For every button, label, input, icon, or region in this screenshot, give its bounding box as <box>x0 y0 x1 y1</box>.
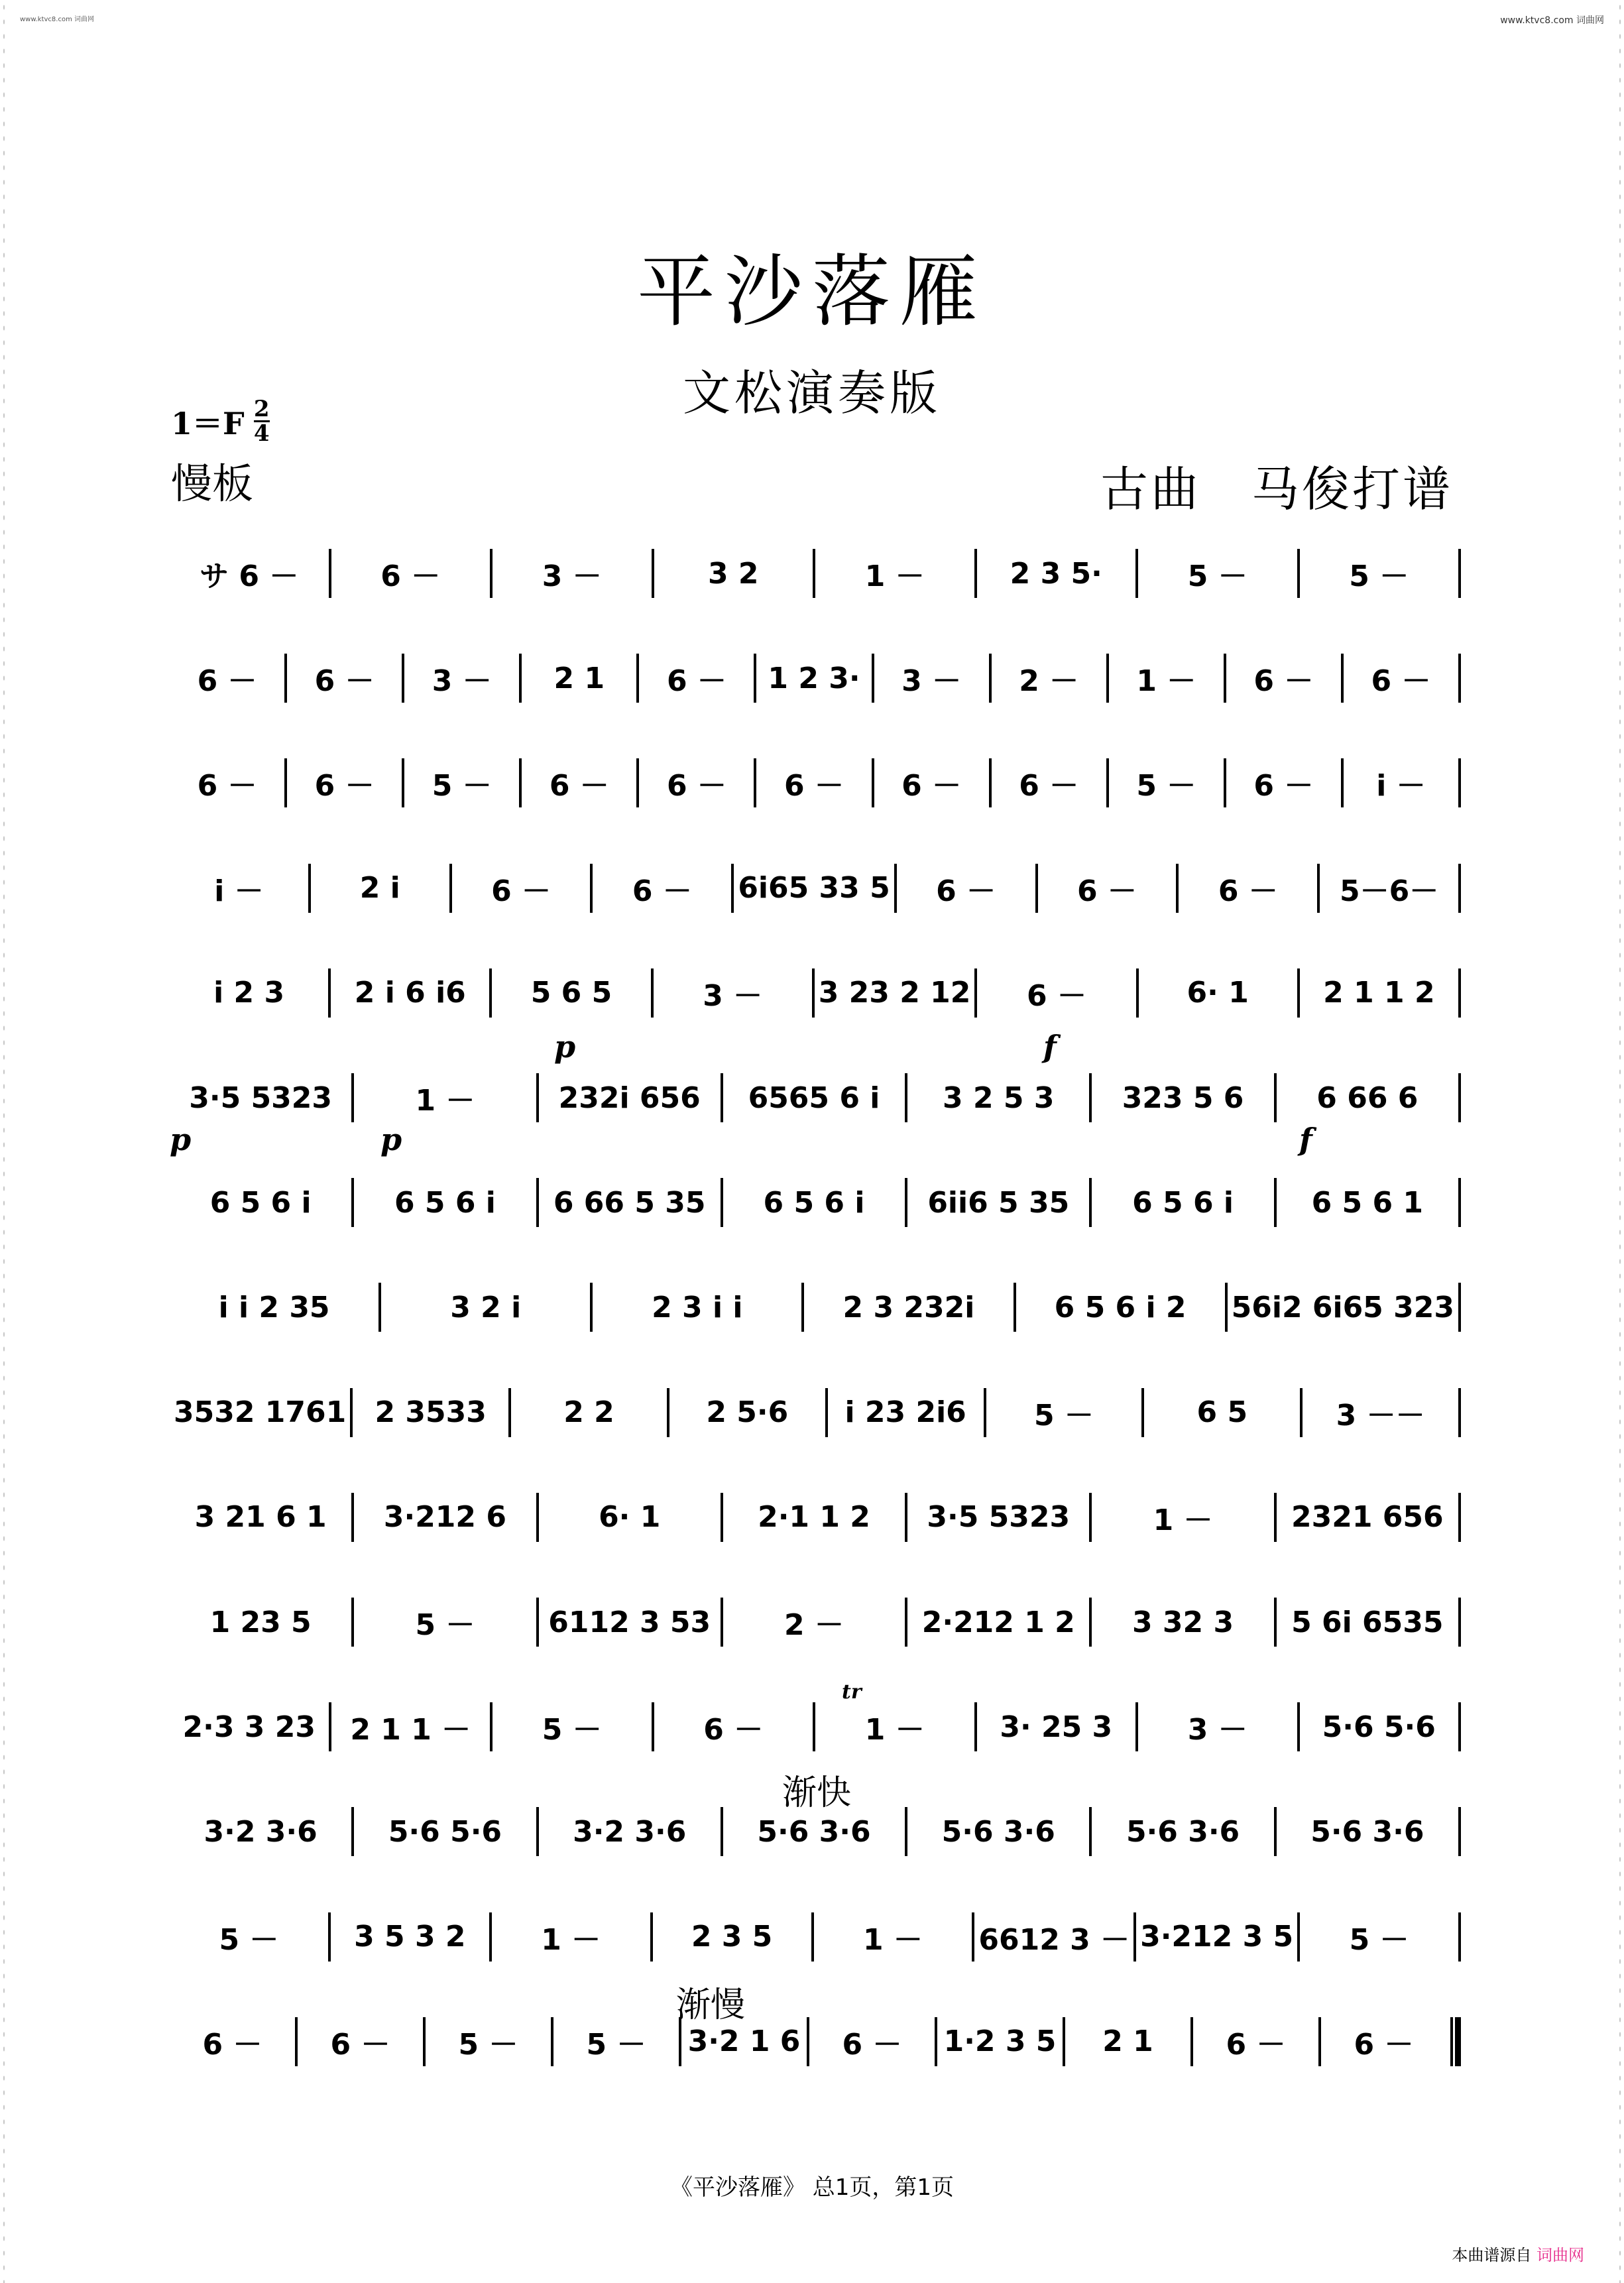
measure: 1 23 5 <box>209 1605 312 1639</box>
source-credit <box>1452 2242 1584 2265</box>
measure: 6565 6 i <box>748 1081 880 1115</box>
score-line <box>170 2005 1461 2078</box>
measure: 6 5 6 i <box>763 1185 865 1220</box>
barline <box>1458 1807 1461 1856</box>
measure: 3· 25 3 <box>1000 1710 1113 1744</box>
measure: 1·2 3 5 <box>943 2024 1057 2059</box>
measure: i 2 3 <box>213 976 285 1010</box>
barline <box>1458 1283 1461 1332</box>
measure: 5 － <box>432 769 492 803</box>
measure: 2·3 3 23 <box>182 1710 316 1744</box>
measure: 2 3 232i <box>842 1290 975 1324</box>
measure: 3 23 2 12 <box>818 976 971 1010</box>
score-line <box>170 1061 1461 1134</box>
measure: 5 － <box>542 1713 602 1747</box>
score-subtitle: 文松演奏版 <box>682 365 941 421</box>
measure: 3 － <box>1187 1713 1247 1747</box>
measure: 2·212 1 2 <box>921 1605 1075 1639</box>
measure: 6 － <box>202 2027 262 2062</box>
measure: 1 － <box>864 1713 925 1747</box>
measure: 2·1 1 2 <box>758 1500 870 1535</box>
measure: 2 1 1 2 <box>1323 976 1435 1010</box>
measure: 1 2 3· <box>768 661 860 695</box>
measure: 1 － <box>1136 664 1196 699</box>
measure: 6 － <box>1218 874 1278 908</box>
score-line <box>170 1690 1461 1763</box>
measure: 5 － <box>1349 1922 1409 1957</box>
measure: 5 6 5 <box>530 976 612 1010</box>
measure: 6 5 6 i <box>394 1185 496 1220</box>
measure: 5 6i 6535 <box>1291 1605 1444 1639</box>
measure: 6 5 <box>1196 1395 1248 1430</box>
measure: 1 － <box>415 1084 475 1118</box>
barline <box>1458 758 1461 807</box>
dynamic-marking: p <box>554 1029 576 1065</box>
score-line <box>170 1586 1461 1659</box>
key-signature <box>171 398 270 445</box>
measure: 6 5 6 i <box>209 1185 312 1220</box>
measure: 3 32 3 <box>1131 1605 1234 1639</box>
accelerando-marking: 渐快 <box>782 1773 852 1813</box>
score-line <box>170 1481 1461 1554</box>
measure: 6 － <box>1077 874 1137 908</box>
dynamic-marking: p <box>170 1122 192 1157</box>
measure: 5 － <box>1349 559 1409 593</box>
measure: 2 － <box>784 1608 844 1642</box>
measure: 6 － <box>1226 2027 1286 2062</box>
measure: 3·212 6 <box>383 1500 506 1535</box>
measure: 5 － <box>586 2027 646 2062</box>
measure: 3 －－ <box>1336 1398 1425 1433</box>
measure: 6 － <box>901 769 962 803</box>
measure: 3 － <box>542 559 602 593</box>
measure: 2 5·6 <box>706 1395 789 1430</box>
measure: 6 － <box>314 769 375 803</box>
measure: 323 5 6 <box>1122 1081 1244 1115</box>
measure: i － <box>1376 769 1426 803</box>
measure: 5·6 3·6 <box>1126 1814 1240 1849</box>
measure: 6 － <box>1253 664 1314 699</box>
measure: 2 i 6 i6 <box>354 976 466 1010</box>
score-line <box>170 1376 1461 1449</box>
time-signature-bottom: 4 <box>253 420 270 447</box>
measure: 6 － <box>784 769 844 803</box>
measure: 2321 656 <box>1291 1500 1444 1535</box>
measure: 2 3533 <box>375 1395 487 1430</box>
time-signature <box>254 398 270 445</box>
measure: 3·5 5323 <box>189 1081 332 1115</box>
measure: 5·6 5·6 <box>1322 1710 1436 1744</box>
measure: 6 － <box>1019 769 1079 803</box>
measure: 6 － <box>936 874 996 908</box>
measure: 6 5 6 1 <box>1311 1185 1424 1220</box>
page-edge-decoration-right <box>1617 0 1623 2283</box>
measure: 6 66 6 <box>1316 1081 1419 1115</box>
measure: 5 － <box>415 1608 475 1642</box>
barline <box>1458 654 1461 703</box>
measure: サ 6 － <box>200 559 299 593</box>
measure: 3·2 1 6 <box>687 2024 801 2059</box>
measure: 6 － <box>314 664 375 699</box>
source-label: 本曲谱源自 <box>1452 2246 1532 2264</box>
measure: 6ii6 5 35 <box>927 1185 1070 1220</box>
score-line <box>170 1271 1461 1344</box>
key-label: 1＝F <box>171 405 245 441</box>
score-title: 平沙落雁 <box>636 246 987 337</box>
measure: 6· 1 <box>1187 976 1249 1010</box>
measure: 6 － <box>330 2027 390 2062</box>
measure: 6 － <box>549 769 609 803</box>
measure: 2 － <box>1019 664 1079 699</box>
measure: i － <box>214 874 264 908</box>
measure: 5·6 5·6 <box>388 1814 502 1849</box>
measure: 3 － <box>703 978 763 1013</box>
dynamic-marking: p <box>380 1122 402 1157</box>
measure: 6 5 6 i 2 <box>1054 1290 1187 1324</box>
dynamic-marking: f <box>1043 1029 1057 1065</box>
measure: 1 － <box>541 1922 601 1957</box>
barline <box>1458 1178 1461 1227</box>
score-line <box>170 642 1461 715</box>
measure: 2 3 i i <box>652 1290 743 1324</box>
barline <box>1458 549 1461 598</box>
measure: 2 1 1 － <box>350 1713 471 1747</box>
barline <box>1458 968 1461 1018</box>
measure: 6i65 33 5 <box>738 871 890 906</box>
tempo-marking: 慢板 <box>171 459 254 508</box>
measure: 5·6 3·6 <box>941 1814 1055 1849</box>
measure: 3·5 5323 <box>927 1500 1071 1535</box>
measure: 3·2 3·6 <box>203 1814 318 1849</box>
measure: 3 2 <box>707 556 759 591</box>
measure: 6 － <box>666 664 726 699</box>
time-signature-top: 2 <box>253 396 270 422</box>
measure: 3 2 i <box>450 1290 522 1324</box>
score-line <box>170 1901 1461 1973</box>
score-line <box>170 852 1461 925</box>
measure: 3 21 6 1 <box>194 1500 327 1535</box>
ritardando-marking: 渐慢 <box>676 1985 746 2025</box>
measure: 6 － <box>197 664 257 699</box>
measure: 2 2 <box>563 1395 614 1430</box>
measure: 6612 3 － <box>978 1922 1130 1957</box>
measure: 6 － <box>1027 978 1086 1013</box>
source-site-link[interactable]: 词曲网 <box>1537 2246 1584 2264</box>
measure: 6 － <box>1354 2027 1414 2062</box>
measure: 2 1 <box>1102 2024 1153 2059</box>
composer-credit: 古曲 马俊打谱 <box>1100 461 1453 517</box>
page-footer: 《平沙落雁》 总1页，第1页 <box>669 2174 955 2201</box>
measure: 6 － <box>1253 769 1314 803</box>
measure: 2 3 5 <box>691 1920 773 1954</box>
measure: 232i 656 <box>558 1081 701 1115</box>
score-line <box>170 537 1461 610</box>
score-line <box>170 1166 1461 1239</box>
barline <box>1458 1388 1461 1437</box>
measure: 6 － <box>842 2027 902 2062</box>
trill-marking: tr <box>842 1680 862 1704</box>
measure: 1 － <box>862 1922 923 1957</box>
measure: i 23 2i6 <box>844 1395 966 1430</box>
measure: 2 1 <box>553 661 605 695</box>
barline <box>1458 1912 1461 1961</box>
score-line <box>170 746 1461 819</box>
measure: 5 － <box>1187 559 1247 593</box>
dynamic-marking: f <box>1299 1122 1312 1157</box>
measure: 3·2 3·6 <box>573 1814 687 1849</box>
measure: 5·6 3·6 <box>757 1814 871 1849</box>
measure: 6 5 6 i <box>1132 1185 1234 1220</box>
score-line <box>170 957 1461 1029</box>
measure: 6 － <box>197 769 257 803</box>
page-edge-decoration-left <box>1 0 7 2283</box>
measure: 6 － <box>491 874 551 908</box>
final-barline <box>1450 2017 1461 2066</box>
measure: 5－6－ <box>1340 874 1439 908</box>
measure: 5 － <box>1034 1398 1094 1433</box>
measure: 6 － <box>1371 664 1431 699</box>
barline <box>1458 1493 1461 1542</box>
measure: 3532 1761 <box>174 1395 347 1430</box>
measure: 2 i <box>359 871 400 906</box>
measure: 3 － <box>432 664 492 699</box>
measure: 3·212 3 5 <box>1140 1920 1294 1954</box>
measure: 6 － <box>632 874 692 908</box>
measure: 6· 1 <box>599 1500 661 1535</box>
barline <box>1458 1598 1461 1647</box>
measure: 2 3 5· <box>1010 556 1102 591</box>
measure: 56i2 6i65 323 <box>1231 1290 1454 1324</box>
measure: 6 66 5 35 <box>553 1185 706 1220</box>
measure: i i 2 35 <box>218 1290 330 1324</box>
measure: 5·6 3·6 <box>1310 1814 1424 1849</box>
measure: 6 － <box>666 769 726 803</box>
measure: 6 － <box>380 559 441 593</box>
barline <box>1458 1073 1461 1122</box>
measure: 1 － <box>864 559 925 593</box>
measure: 3 5 3 2 <box>354 1920 466 1954</box>
measure: 5 － <box>458 2027 518 2062</box>
measure: 6 － <box>703 1713 764 1747</box>
measure: 3 － <box>901 664 962 699</box>
measure: 1 － <box>1153 1503 1213 1537</box>
barline <box>1458 864 1461 913</box>
header-note-right: www.ktvc8.com 词曲网 <box>1500 15 1604 26</box>
barline <box>1458 1702 1461 1751</box>
header-note-left: www.ktvc8.com 词曲网 <box>20 16 95 23</box>
measure: 5 － <box>1136 769 1196 803</box>
measure: 3 2 5 3 <box>943 1081 1055 1115</box>
measure: 6112 3 53 <box>548 1605 711 1639</box>
measure: 5 － <box>219 1922 279 1957</box>
